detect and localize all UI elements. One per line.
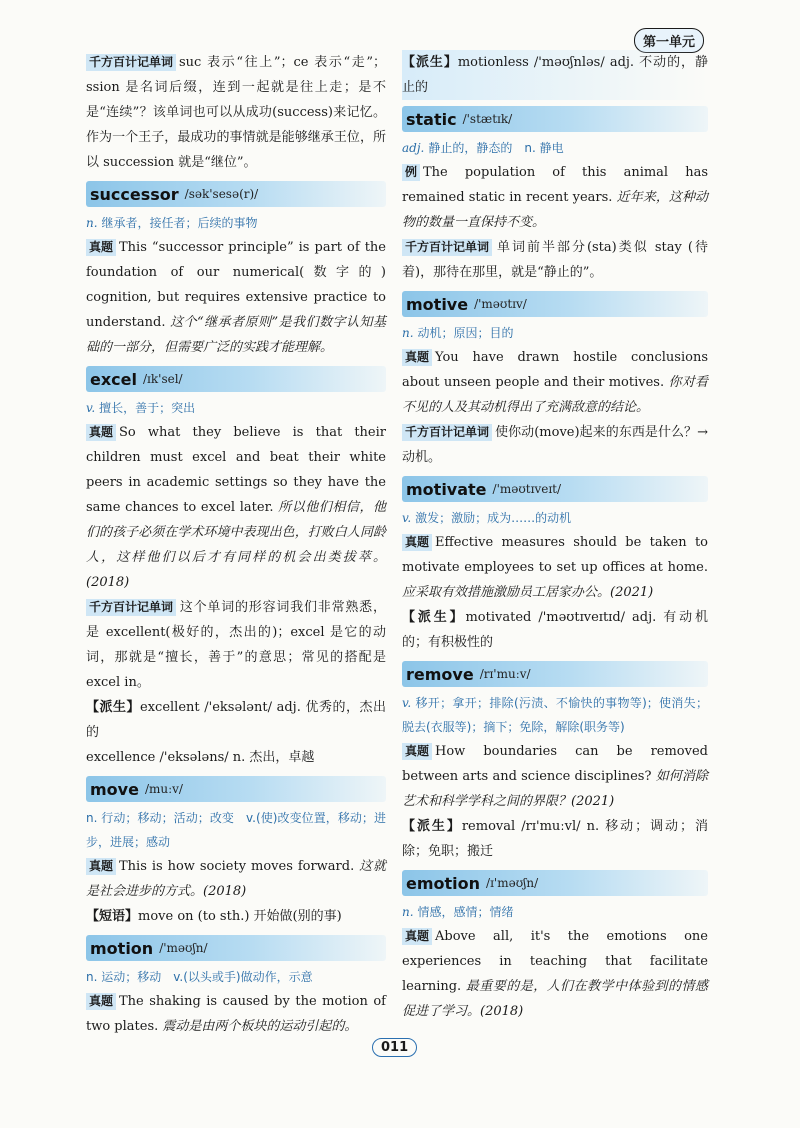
part-of-speech: v. (86, 401, 96, 415)
memo-text: 单词前半部分(sta)类似 stay (待着)，那待在那里，就是“静止的”。 (402, 240, 708, 280)
part-of-speech: v. (402, 696, 412, 710)
derivative (86, 745, 386, 770)
example-tag: 真题 (86, 993, 116, 1010)
example-en: Effective measures should be taken to motivate employees to set up offices at home. (402, 535, 708, 575)
phonetic: /'stætɪk/ (462, 112, 513, 126)
phonetic: /rɪ'muːv/ (479, 667, 531, 681)
entry-header-motive (402, 291, 708, 317)
phrase-tag: 【短语】 (86, 909, 139, 924)
headword: motivate (406, 479, 487, 499)
example-tag: 真题 (86, 858, 116, 875)
derivative (402, 605, 708, 655)
example-tag: 真题 (402, 928, 432, 945)
headword: motion (90, 938, 154, 958)
example-zh: 近年来，这种动物的数量一直保持不变。 (402, 190, 708, 230)
definition (402, 691, 708, 739)
definition-text: 移开；拿开；排除(污渍、不愉快的事物等)；使消失；脱去(衣服等)；摘下；免除，解除(职务等) (402, 696, 708, 734)
example-tag: 真题 (86, 239, 116, 256)
entry-header-motion (86, 935, 386, 961)
phonetic: /muːv/ (144, 782, 183, 796)
example-tag: 真题 (86, 424, 116, 441)
example-zh: 你对看不见的人及其动机得出了充满敌意的结论。 (402, 375, 708, 415)
definition-text: 激发；激励；成为……的动机 (415, 511, 572, 525)
left-column (86, 50, 386, 1039)
example-en: This is how society moves forward. (119, 859, 355, 874)
derivative-tag: 【派生】 (402, 819, 462, 834)
unit-badge: 第一单元 (634, 28, 704, 53)
example-zh: 应采取有效措施激励员工居家办公。(2021) (402, 585, 654, 600)
derivative-text: removal /rɪ'muːvl/ n. 移动；调动；消除；免职；搬迁 (402, 819, 708, 859)
entry-header-move (86, 776, 386, 802)
part-of-speech: n. (402, 905, 414, 919)
entry-header-emotion (402, 870, 708, 896)
part-of-speech: adj. (402, 141, 425, 155)
definition-text: 动机；原因；目的 (417, 326, 514, 340)
example-en: How boundaries can be removed between arts and science disciplines? (402, 744, 708, 784)
headword: move (90, 779, 139, 799)
definition (402, 321, 708, 345)
definition-text: 擅长，善于；突出 (99, 401, 196, 415)
entry-header-excel (86, 366, 386, 392)
example (402, 924, 708, 1024)
headword: successor (90, 184, 179, 204)
example (402, 345, 708, 420)
phonetic: /sək'sesə(r)/ (184, 187, 259, 201)
memo-tag: 千方百计记单词 (86, 599, 176, 616)
example-en: The shaking is caused by the motion of two plates. (86, 994, 386, 1034)
derivative (402, 814, 708, 864)
phonetic: /'məʊʃn/ (159, 941, 208, 955)
example-zh: 如何消除艺术和科学学科之间的界限？(2021) (402, 769, 708, 809)
phrase-text: move on (to sth.) 开始做(别的事) (138, 909, 342, 924)
memo-text: suc 表示“往上”；ce 表示“走”；ssion 是名词后缀，连到一起就是往上走；是不是“连续”？该单词也可以从成功(success)来记忆。作为一个王子，最成功的事情就是能够继承王位，所以 succession 就是“继位”。 (86, 55, 386, 170)
definition (402, 136, 708, 160)
derivative-text: excellent /'eksələnt/ adj. 优秀的，杰出的 (86, 700, 386, 740)
phrase (86, 904, 386, 929)
example (86, 235, 386, 360)
example (402, 160, 708, 235)
memo-paragraph (402, 420, 708, 470)
entry-header-motivate (402, 476, 708, 502)
example-en: The population of this animal has remained static in recent years. (402, 165, 708, 205)
example (86, 989, 386, 1039)
headword: motive (406, 294, 469, 314)
part-of-speech: v. (402, 511, 412, 525)
example-zh: 所以他们相信，他们的孩子必须在学术环境中表现出色，打败白人同龄人，这样他们以后才有同样的机会出类拔萃。(2018) (86, 500, 386, 590)
example (402, 739, 708, 814)
example-tag: 真题 (402, 743, 432, 760)
definition: n. 行动；移动；活动；改变 v.(使)改变位置，移动；进步，进展；感动 (86, 811, 386, 849)
example-zh: 这就是社会进步的方式。(2018) (86, 859, 386, 899)
derivative (402, 50, 708, 100)
page-number: 011 (372, 1038, 417, 1057)
memo-text: 这个单词的形容词我们非常熟悉，是 excellent(极好的，杰出的)；excel 是它的动词，那就是“擅长，善于”的意思；常见的搭配是 excel in。 (86, 600, 386, 690)
phonetic: /'məʊtɪveɪt/ (492, 482, 562, 496)
derivative-tag: 【派生】 (86, 700, 141, 715)
headword: remove (406, 664, 474, 684)
example (402, 530, 708, 605)
headword: excel (90, 369, 137, 389)
phonetic: /ɪ'məʊʃn/ (486, 876, 539, 890)
example-en: So what they believe is that their children must excel and beat their white peers in academic settings so they have the same chances to excel later. (86, 425, 386, 515)
derivative-text: motivated /'məʊtɪveɪtɪd/ adj. 有动机的；有积极性的 (402, 610, 708, 650)
definition-text: 继承者，接任者；后续的事物 (101, 216, 258, 230)
headword: emotion (406, 873, 481, 893)
definition-text: 静止的，静态的 n. 静电 (428, 141, 564, 155)
derivative (86, 695, 386, 745)
phonetic: /ɪk'sel/ (143, 372, 183, 386)
example-tag: 真题 (402, 349, 432, 366)
memo-paragraph (86, 595, 386, 695)
right-column (402, 50, 708, 1024)
example-zh: 这个“继承者原则”是我们数字认知基础的一部分，但需要广泛的实践才能理解。 (86, 315, 386, 355)
example-en: This “successor principle” is part of the foundation of our numerical(数字的) cognition, but requires extensive practice to understand. (86, 240, 386, 330)
example-tag: 真题 (402, 534, 432, 551)
example-zh: 最重要的是，人们在教学中体验到的情感促进了学习。(2018) (402, 979, 708, 1019)
example-en: You have drawn hostile conclusions about unseen people and their motives. (402, 350, 708, 390)
part-of-speech: n. (86, 216, 98, 230)
entry-header-static (402, 106, 708, 132)
example (86, 854, 386, 904)
memo-paragraph (402, 235, 708, 285)
derivative-tag: 【派生】 (402, 610, 466, 625)
example (86, 420, 386, 595)
definition-text: 情感，感情；情绪 (417, 905, 514, 919)
memo-tag: 千方百计记单词 (86, 54, 176, 71)
memo-text: 使你动(move)起来的东西是什么？→动机。 (402, 425, 708, 465)
entry-header-remove (402, 661, 708, 687)
derivative-text: excellence /'eksələns/ n. 杰出，卓越 (86, 750, 315, 765)
definition (86, 396, 386, 420)
definition (402, 900, 708, 924)
memo-tag: 千方百计记单词 (402, 424, 492, 441)
definition: n. 运动；移动 v.(以头或手)做动作，示意 (86, 970, 313, 984)
example-zh: 震动是由两个板块的运动引起的。 (162, 1019, 358, 1034)
definition (86, 211, 386, 235)
entry-header-successor (86, 181, 386, 207)
derivative-tag: 【派生】 (402, 55, 458, 70)
derivative-text: motionless /'məʊʃnləs/ adj. 不动的，静止的 (402, 55, 708, 95)
memo-tag: 千方百计记单词 (402, 239, 492, 256)
phonetic: /'məʊtɪv/ (474, 297, 527, 311)
example-tag: 例 (402, 164, 420, 181)
memo-paragraph (86, 50, 386, 175)
definition (402, 506, 708, 530)
part-of-speech: n. (402, 326, 414, 340)
example-en: Above all, it's the emotions one experiences in teaching that facilitate learning. (402, 929, 708, 994)
headword: static (406, 109, 457, 129)
